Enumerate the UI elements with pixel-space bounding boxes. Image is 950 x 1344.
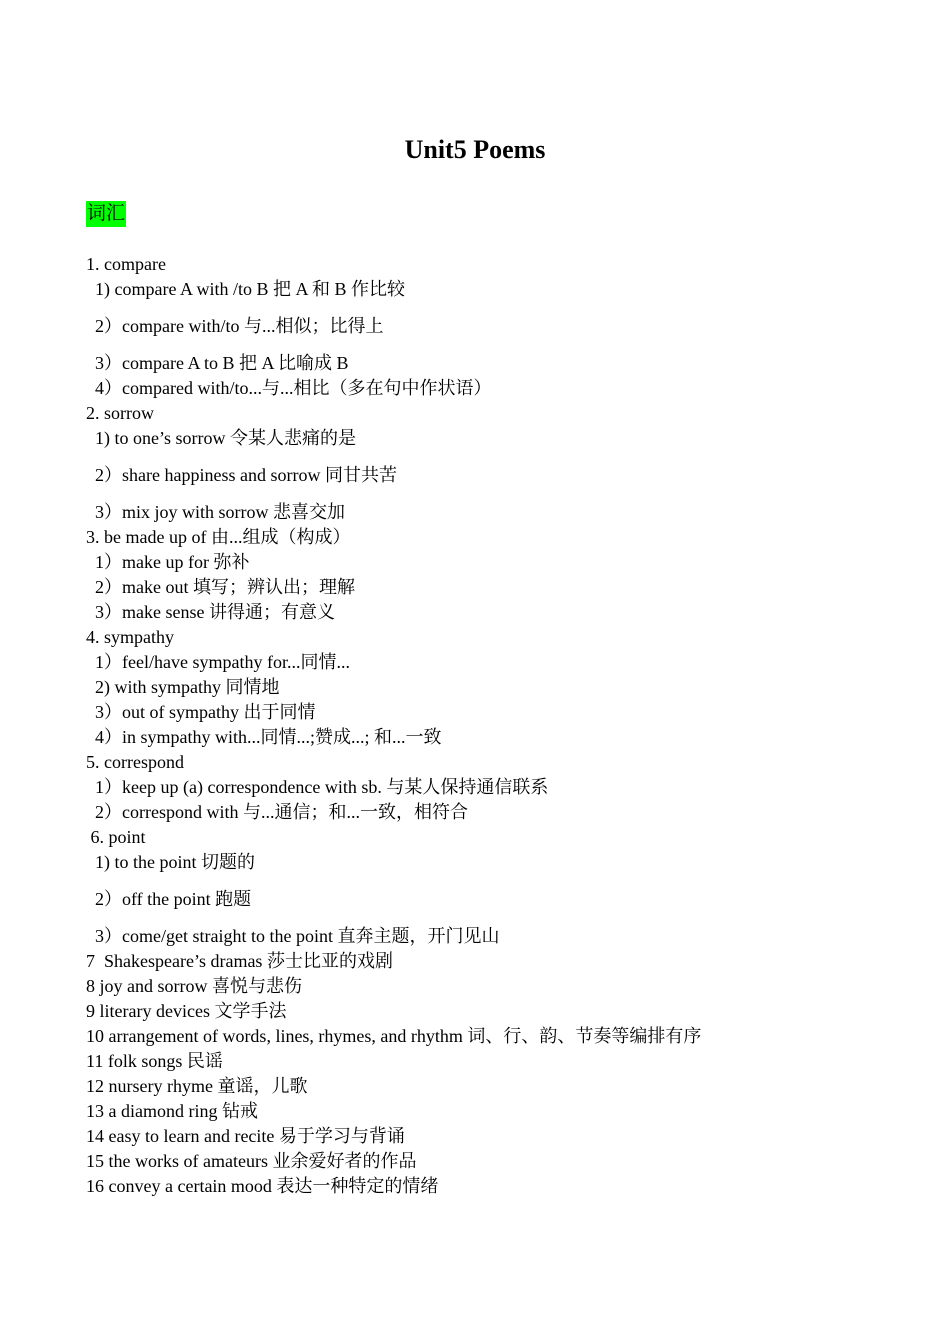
vocabulary-line: 3. be made up of 由...组成（构成） <box>86 527 351 547</box>
vocabulary-line: 1) compare A with /to B 把 A 和 B 作比较 <box>86 279 405 299</box>
vocabulary-line: 3）make sense 讲得通；有意义 <box>86 602 335 622</box>
vocabulary-line: 8 joy and sorrow 喜悦与悲伤 <box>86 976 302 996</box>
vocabulary-line: 5. correspond <box>86 752 184 772</box>
vocabulary-line: 2) with sympathy 同情地 <box>86 677 280 697</box>
vocabulary-line: 9 literary devices 文学手法 <box>86 1001 287 1021</box>
vocabulary-line: 3）come/get straight to the point 直奔主题，开门见山 <box>86 926 500 946</box>
vocabulary-line: 16 convey a certain mood 表达一种特定的情绪 <box>86 1176 439 1196</box>
vocabulary-line: 2）share happiness and sorrow 同甘共苦 <box>86 465 397 485</box>
vocabulary-line: 4）in sympathy with...同情...;赞成...; 和...一致 <box>86 727 442 747</box>
vocabulary-line: 1）feel/have sympathy for...同情... <box>86 652 350 672</box>
section-heading-vocabulary: 词汇 <box>86 201 126 227</box>
vocabulary-line: 2）make out 填写；辨认出；理解 <box>86 577 355 597</box>
vocabulary-line: 11 folk songs 民谣 <box>86 1051 223 1071</box>
vocabulary-line: 12 nursery rhyme 童谣，儿歌 <box>86 1076 308 1096</box>
vocabulary-line: 2）off the point 跑题 <box>86 889 252 909</box>
vocabulary-line: 1）keep up (a) correspondence with sb. 与某人保持通信联系 <box>86 777 549 797</box>
vocabulary-line: 7 Shakespeare’s dramas 莎士比亚的戏剧 <box>86 951 393 971</box>
vocabulary-line: 15 the works of amateurs 业余爱好者的作品 <box>86 1151 417 1171</box>
vocabulary-line: 1) to the point 切题的 <box>86 852 255 872</box>
vocabulary-line: 6. point <box>86 827 146 847</box>
vocabulary-line: 3）compare A to B 把 A 比喻成 B <box>86 353 349 373</box>
vocabulary-line: 2）correspond with 与...通信；和...一致，相符合 <box>86 802 468 822</box>
vocabulary-line: 1) to one’s sorrow 令某人悲痛的是 <box>86 428 356 448</box>
vocabulary-line: 2. sorrow <box>86 403 154 423</box>
vocabulary-line: 4）compared with/to...与...相比（多在句中作状语） <box>86 378 492 398</box>
vocabulary-line: 4. sympathy <box>86 627 174 647</box>
vocabulary-line: 1. compare <box>86 254 166 274</box>
vocabulary-line: 3）mix joy with sorrow 悲喜交加 <box>86 502 345 522</box>
vocabulary-list <box>86 252 906 1199</box>
vocabulary-line: 13 a diamond ring 钻戒 <box>86 1101 258 1121</box>
vocabulary-line: 2）compare with/to 与...相似；比得上 <box>86 316 384 336</box>
vocabulary-line: 14 easy to learn and recite 易于学习与背诵 <box>86 1126 405 1146</box>
vocabulary-line: 3）out of sympathy 出于同情 <box>86 702 316 722</box>
page-title: Unit5 Poems <box>404 135 546 164</box>
vocabulary-line: 1）make up for 弥补 <box>86 552 250 572</box>
vocabulary-line: 10 arrangement of words, lines, rhymes, and rhythm 词、行、韵、节奏等编排有序 <box>86 1026 702 1046</box>
